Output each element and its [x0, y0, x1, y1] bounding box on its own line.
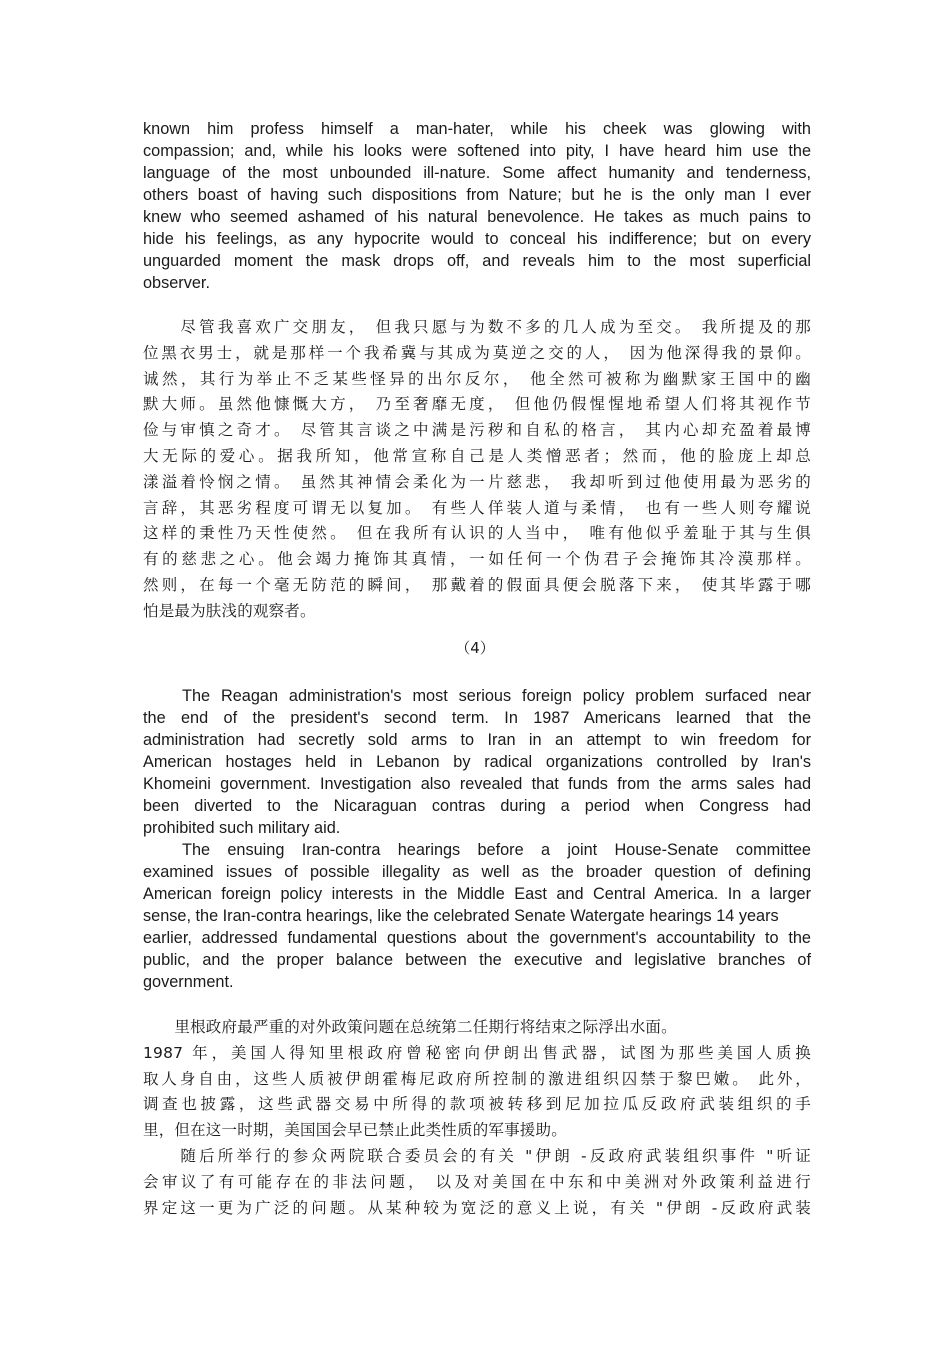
- text-line: 大无际的爱心。据我所知，他常宣称自己是人类憎恶者；然而，他的脸庞上却总: [143, 446, 811, 465]
- text-line: public, and the proper balance between the executive and legislative branches of: [143, 951, 811, 969]
- text-line: 随后所举行的参众两院联合委员会的有关 "伊朗 -反政府武装组织事件 "听证: [143, 1146, 811, 1165]
- english-passage-1: [143, 118, 811, 294]
- text-line: 这样的秉性乃天性使然。 但在我所有认识的人当中， 唯有他似乎羞耻于其与生俱: [143, 524, 811, 543]
- chinese-passage-1: [143, 315, 811, 625]
- text-line: 位黑衣男士，就是那样一个我希冀与其成为莫逆之交的人， 因为他深得我的景仰。: [143, 343, 811, 362]
- text-line: 尽管我喜欢广交朋友， 但我只愿与为数不多的几人成为至交。 我所提及的那: [143, 318, 811, 336]
- text-line: compassion; and, while his looks were softened into pity, I have heard him use the: [143, 142, 811, 160]
- text-line: the end of the president's second term. In 1987 Americans learned that the: [143, 709, 811, 727]
- text-line: 然则，在每一个毫无防范的瞬间， 那戴着的假面具便会脱落下来， 使其毕露于哪: [143, 575, 811, 594]
- text-line: observer.: [143, 274, 210, 292]
- text-line: prohibited such military aid.: [143, 819, 341, 837]
- text-line: American hostages held in Lebanon by radical organizations controlled by Iran's: [143, 753, 811, 771]
- text-line: 俭与审慎之奇才。 尽管其言谈之中满是污秽和自私的格言， 其内心却充盈着最博: [143, 421, 811, 440]
- text-line: 1987 年，美国人得知里根政府曾秘密向伊朗出售武器，试图为那些美国人质换: [143, 1043, 811, 1062]
- text-line: language of the most unbounded ill-nature. Some affect humanity and tenderness,: [143, 164, 811, 182]
- text-line: 里，但在这一时期，美国国会早已禁止此类性质的军事援助。: [143, 1121, 567, 1140]
- text-line: 默大师。虽然他慷慨大方， 乃至奢靡无度， 但他仍假惺惺地希望人们将其视作节: [143, 395, 811, 414]
- text-line: 怕是最为肤浅的观察者。: [143, 601, 316, 620]
- text-line: 里根政府最严重的对外政策问题在总统第二任期行将结束之际浮出水面。: [143, 1018, 677, 1036]
- text-line: been diverted to the Nicaraguan contras during a period when Congress had: [143, 797, 811, 815]
- text-line: 取人身自由，这些人质被伊朗霍梅尼政府所控制的激进组织囚禁于黎巴嫩。 此外，: [143, 1069, 811, 1088]
- text-line: sense, the Iran-contra hearings, like the celebrated Senate Watergate hearings 14 years: [143, 907, 779, 925]
- text-line: The Reagan administration's most serious foreign policy problem surfaced near: [182, 687, 811, 705]
- text-line: government.: [143, 973, 234, 991]
- text-line: others boast of having such dispositions from Nature; but he is the only man I ever: [143, 186, 811, 204]
- text-line: 漾溢着怜悯之情。 虽然其神情会柔化为一片慈悲， 我却听到过他使用最为恶劣的: [143, 472, 811, 491]
- text-line: administration had secretly sold arms to Iran in an attempt to win freedom for: [143, 731, 811, 749]
- text-line: American foreign policy interests in the Middle East and Central America. In a larger: [143, 885, 811, 903]
- text-line: The ensuing Iran-contra hearings before a joint House-Senate committee: [182, 841, 811, 859]
- text-line: examined issues of possible illegality as well as the broader question of defining: [143, 863, 811, 881]
- english-passage-2: [143, 685, 811, 993]
- text-line: 调查也披露，这些武器交易中所得的款项被转移到尼加拉瓜反政府武装组织的手: [143, 1095, 811, 1114]
- text-line: earlier, addressed fundamental questions about the government's accountability to the: [143, 929, 811, 947]
- text-line: hide his feelings, as any hypocrite would to conceal his indifference; but on every: [143, 230, 811, 248]
- text-line: 界定这一更为广泛的问题。从某种较为宽泛的意义上说，有关 "伊朗 -反政府武装: [143, 1198, 811, 1217]
- text-line: 会审议了有可能存在的非法问题， 以及对美国在中东和中美洲对外政策利益进行: [143, 1172, 811, 1191]
- text-line: unguarded moment the mask drops off, and reveals him to the most superficial: [143, 252, 811, 270]
- chinese-passage-2: [143, 1015, 811, 1221]
- text-line: known him profess himself a man-hater, while his cheek was glowing with: [143, 120, 811, 138]
- text-line: knew who seemed ashamed of his natural benevolence. He takes as much pains to: [143, 208, 811, 226]
- text-line: 有的慈悲之心。他会竭力掩饰其真情，一如任何一个伪君子会掩饰其冷漠那样。: [143, 550, 811, 569]
- text-line: 诚然，其行为举止不乏某些怪异的出尔反尔， 他全然可被称为幽默家王国中的幽: [143, 369, 811, 388]
- text-line: 言辞，其恶劣程度可谓无以复加。 有些人佯装人道与柔情， 也有一些人则夸耀说: [143, 498, 811, 517]
- section-marker: （4）: [455, 639, 495, 657]
- text-line: Khomeini government. Investigation also revealed that funds from the arms sales had: [143, 775, 811, 793]
